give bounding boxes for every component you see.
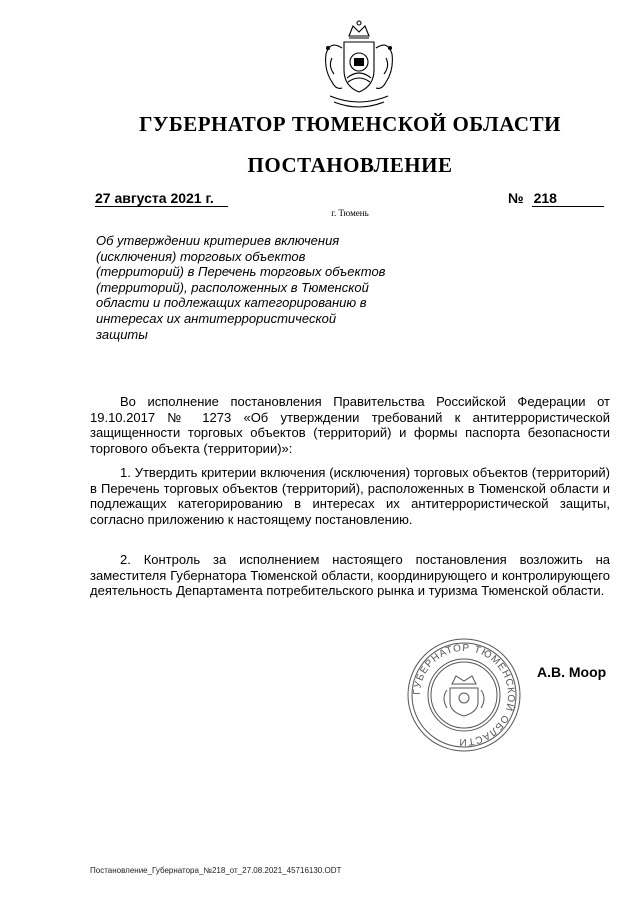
signer-name: А.В. Моор [537,664,607,680]
body-paragraph-item-1: 1. Утвердить критерии включения (исключения) торговых объектов (территорий) в Перечень торговых объектов (территорий), расположенных в Тюменской области и подлежащих категорированию в интересах их антитеррористической защиты, согласно приложению к настоящему постановлению. [90,465,610,528]
subject-heading: Об утверждении критериев включения (исключения) торговых объектов (территорий) в Перечень торговых объектов (территорий), расположенных в Тюменской области и подлежащих категорированию в интересах их антитеррористической защиты [96,233,386,342]
authority-title: ГУБЕРНАТОР ТЮМЕНСКОЙ ОБЛАСТИ [139,112,561,136]
document-type: ПОСТАНОВЛЕНИЕ [247,153,453,177]
body-paragraph-item-2: 2. Контроль за исполнением настоящего постановления возложить на заместителя Губернатора Тюменской области, координирующего и контролирующего деятельность Департамента потребительского рынка и туризма Тюменской области. [90,552,610,599]
number-sign: № [508,190,524,206]
svg-text:ГУБЕРНАТОР ТЮМЕНСКОЙ ОБЛАСТИ: ГУБЕРНАТОР ТЮМЕНСКОЙ ОБЛАСТИ [411,642,517,748]
document-date: 27 августа 2021 г. [95,190,228,207]
footer-filename: Постановление_Губернатора_№218_от_27.08.2021_45716130.ODT [90,866,342,875]
number-value: 218 [532,190,604,207]
document-number [508,190,604,207]
city: г. Тюмень [331,208,369,218]
tyumen-coat-of-arms-icon [316,18,402,118]
body-paragraph-preamble: Во исполнение постановления Правительства Российской Федерации от 19.10.2017 № 1273 «Об утверждении требований к антитеррористической защищенности торговых объектов (территорий) и формы паспорта безопасности торгового объекта (территории)»: [90,394,610,457]
official-seal-icon [405,636,523,754]
